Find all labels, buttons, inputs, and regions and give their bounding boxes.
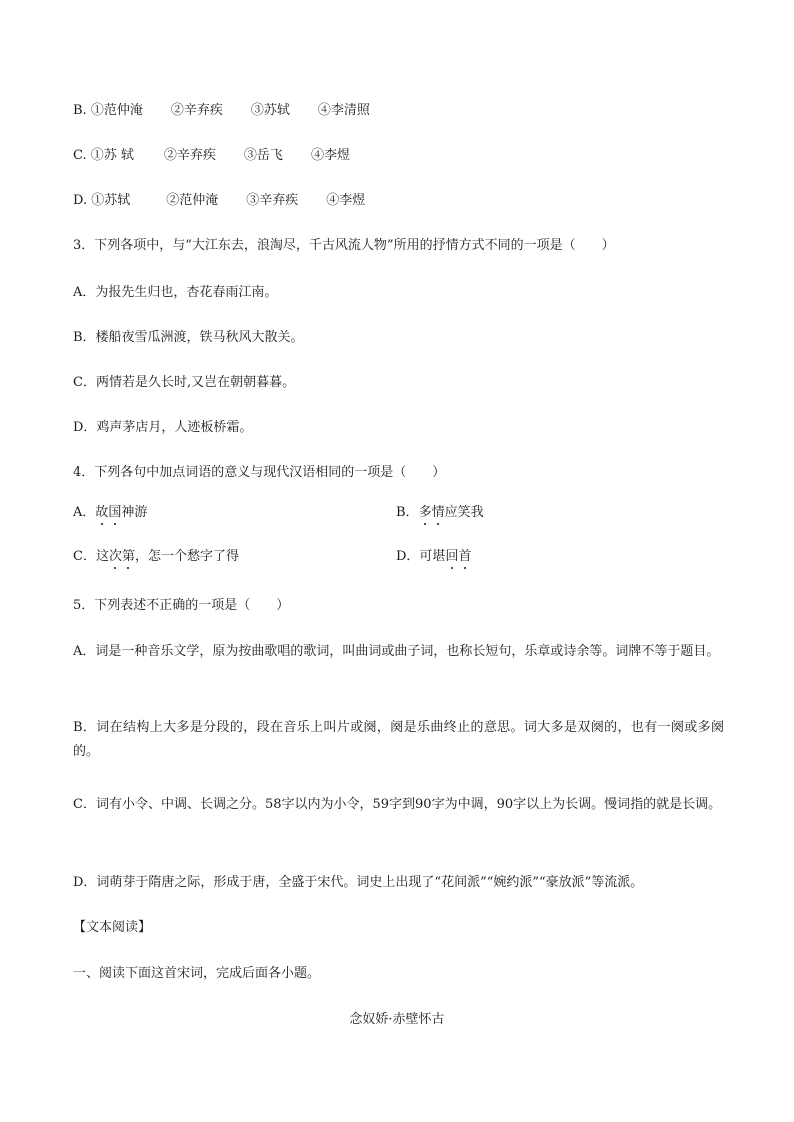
q4-option-a: A．故国神游 <box>73 505 148 520</box>
q4-options-row-1 <box>73 502 724 524</box>
q5-option-a: A．词是一种音乐文学，原为按曲歌唱的歌词，叫曲词或曲子词，也称长短句，乐章或诗余等。词牌不等于题目。 <box>73 644 720 659</box>
section-instruction: 一、阅读下面这首宋词，完成后面各小题。 <box>73 966 321 981</box>
q3-option-c: C．两情若是久长时,又岂在朝朝暮暮。 <box>73 375 296 390</box>
q5-option-b: B．词在结构上大多是分段的，段在音乐上叫片或阕，阕是乐曲终止的意思。词大多是双阕的，也有一阕或多阕的。 <box>73 720 724 759</box>
q3-option-d: D．鸡声茅店月，人迹板桥霜。 <box>73 420 253 435</box>
q5-stem: 5．下列表述不正确的一项是（ ） <box>73 598 290 613</box>
q3-option-a: A．为报先生归也，杏花春雨江南。 <box>73 285 278 300</box>
q5-option-d: D．词萌芽于隋唐之际，形成于唐，全盛于宋代。词史上出现了“花间派”“婉约派”“豪放派”等流派。 <box>73 875 644 890</box>
q2-option-b: B. ①范仲淹 ②辛弃疾 ③苏轼 ④李清照 <box>73 103 370 118</box>
q4-stem: 4．下列各句中加点词语的意义与现代汉语相同的一项是（ ） <box>73 465 446 480</box>
q5-option-c: C．词有小令、中调、长调之分。58字以内为小令，59字到90字为中调，90字以上为长调。慢词指的就是长调。 <box>73 797 722 812</box>
q4-option-d: D．可堪回首 <box>396 549 472 564</box>
q2-option-c: C. ①苏 轼 ②辛弃疾 ③岳飞 ④李煜 <box>73 148 350 163</box>
q4-option-b: B．多情应笑我 <box>396 505 484 520</box>
q2-option-d: D. ①苏轼 ②范仲淹 ③辛弃疾 ④李煜 <box>73 193 366 208</box>
q4-option-c: C．这次第，怎一个愁字了得 <box>73 549 239 564</box>
q3-stem: 3．下列各项中，与“大江东去，浪淘尽，千古风流人物”所用的抒情方式不同的一项是（ ） <box>73 238 615 253</box>
q4-options-row-2 <box>73 546 724 568</box>
poem-title: 念奴娇·赤壁怀古 <box>349 1012 445 1027</box>
q3-option-b: B．楼船夜雪瓜洲渡，铁马秋风大散关。 <box>73 330 304 345</box>
section-heading: 【文本阅读】 <box>73 920 152 935</box>
